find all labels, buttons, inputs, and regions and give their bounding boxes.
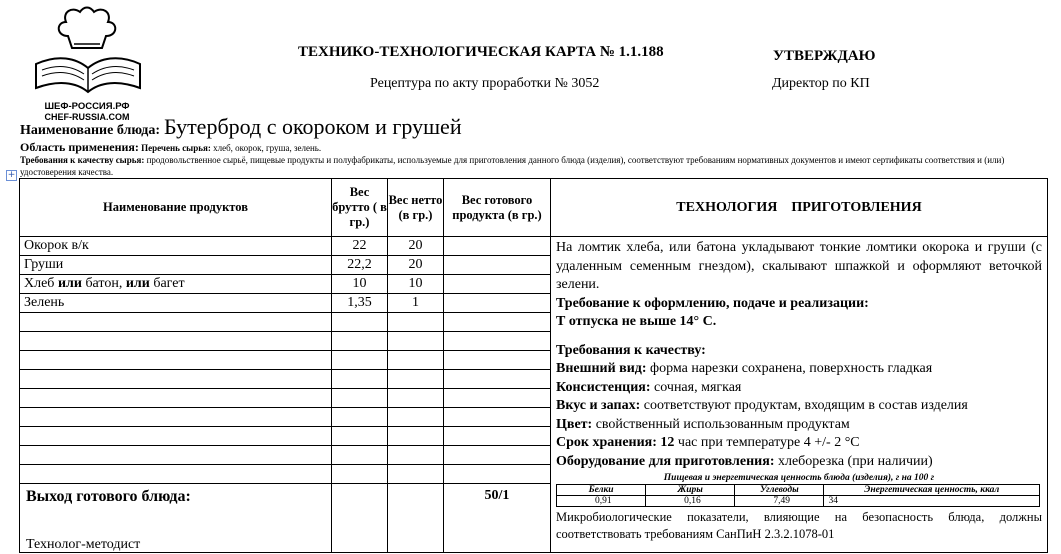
technologist-signature: Технолог-методист xyxy=(26,537,141,552)
scope-line xyxy=(20,141,321,154)
equipment-line: Оборудование для приготовления: хлеборезка (при наличии) xyxy=(556,453,933,469)
net-weight: 1 xyxy=(388,294,444,313)
nut-value: 0,16 xyxy=(646,496,735,507)
net-weight: 20 xyxy=(388,256,444,275)
nut-header: Белки xyxy=(557,485,646,496)
product-name: Груши xyxy=(20,256,332,275)
director-label: Директор по КП xyxy=(772,76,870,91)
product-name: Зелень xyxy=(20,294,332,313)
dish-name: Бутерброд с окороком и грушей xyxy=(163,114,462,139)
raw-list: хлеб, окорок, груша, зелень. xyxy=(213,143,322,153)
yield-label: Выход готового блюда: xyxy=(20,484,332,553)
color-line: Цвет: свойственный использованным продуктам xyxy=(556,416,850,432)
nut-header: Энергетическая ценность, ккал xyxy=(824,485,1040,496)
nutrition-title: Пищевая и энергетическая ценность блюда (изделия), г на 100 г xyxy=(663,473,935,483)
req-label: Требования к качеству сырья: xyxy=(20,155,145,165)
product-name: Хлеб или батон, или багет xyxy=(20,275,332,294)
nut-header: Углеводы xyxy=(735,485,824,496)
col-product: Наименование продуктов xyxy=(20,179,332,237)
logo xyxy=(28,4,148,122)
serving-req: Требование к оформлению, подаче и реализации: xyxy=(556,295,869,311)
logo-text-ru: ШЕФ-РОССИЯ.РФ xyxy=(44,101,130,112)
dish-label: Наименование блюда: xyxy=(20,123,160,138)
req-text: продовольственное сырьё, пищевые продукты и полуфабрикаты, используемые для приготовления данного блюда (изделия), соответствуют требованиям нормативных документов и имеют сертификаты соответствия и (или) удостоверения качества. xyxy=(20,155,1005,177)
yield-value: 50/1 xyxy=(444,484,551,553)
raw-label: Перечень сырья: xyxy=(141,143,211,153)
net-weight: 10 xyxy=(388,275,444,294)
micro-text: Микробиологические показатели, влияющие на безопасность блюда, должны соответствовать требованиям СанПиН 2.3.2.1078-01 xyxy=(556,510,1042,541)
gross-weight: 22,2 xyxy=(332,256,388,275)
cons-line: Консистенция: сочная, мягкая xyxy=(556,379,742,395)
card-title: ТЕХНИКО-ТЕХНОЛОГИЧЕСКАЯ КАРТА № 1.1.188 xyxy=(298,44,664,60)
table-move-handle[interactable]: + xyxy=(7,170,16,180)
method-text: На ломтик хлеба, или батона укладывают тонкие ломтики окорока и груши (с удаленным семенным гнездом), скалывают шпажкой и оформляют веточкой зелени. xyxy=(556,240,1042,292)
recipe-table xyxy=(19,178,1048,553)
nutrition-table xyxy=(556,484,1040,507)
storage-line: Срок хранения: 12 час при температуре 4 +/- 2 °С xyxy=(556,435,860,450)
recipe-reference: Рецептура по акту проработки № 3052 xyxy=(370,76,600,91)
gross-weight: 10 xyxy=(332,275,388,294)
dish-name-line xyxy=(20,114,462,140)
col-tech: ТЕХНОЛОГИЯ ПРИГОТОВЛЕНИЯ xyxy=(551,179,1048,237)
nut-value: 34 xyxy=(824,496,1040,507)
nut-header: Жиры xyxy=(646,485,735,496)
logo-text-en: CHEF-RUSSIA.COM xyxy=(44,112,130,122)
col-ready: Вес готового продукта (в гр.) xyxy=(444,179,551,237)
raw-requirements xyxy=(20,154,1045,178)
technology-cell xyxy=(551,237,1048,553)
gross-weight: 1,35 xyxy=(332,294,388,313)
gross-weight: 22 xyxy=(332,237,388,256)
look-line: Внешний вид: форма нарезки сохранена, поверхность гладкая xyxy=(556,361,933,376)
col-gross: Вес брутто ( в гр.) xyxy=(332,179,388,237)
serving-temp: Т отпуска не выше 14° С. xyxy=(556,314,717,329)
quality-title: Требования к качеству: xyxy=(556,342,706,358)
scope-label: Область применения: xyxy=(20,140,139,154)
taste-line: Вкус и запах: соответствуют продуктам, входящим в состав изделия xyxy=(556,398,968,413)
table-row xyxy=(20,237,1048,256)
col-net: Вес нетто (в гр.) xyxy=(388,179,444,237)
nut-value: 7,49 xyxy=(735,496,824,507)
net-weight: 20 xyxy=(388,237,444,256)
approve-heading: УТВЕРЖДАЮ xyxy=(773,48,876,64)
product-name: Окорок в/к xyxy=(20,237,332,256)
chef-hat-book-icon xyxy=(28,4,148,96)
nut-value: 0,91 xyxy=(557,496,646,507)
